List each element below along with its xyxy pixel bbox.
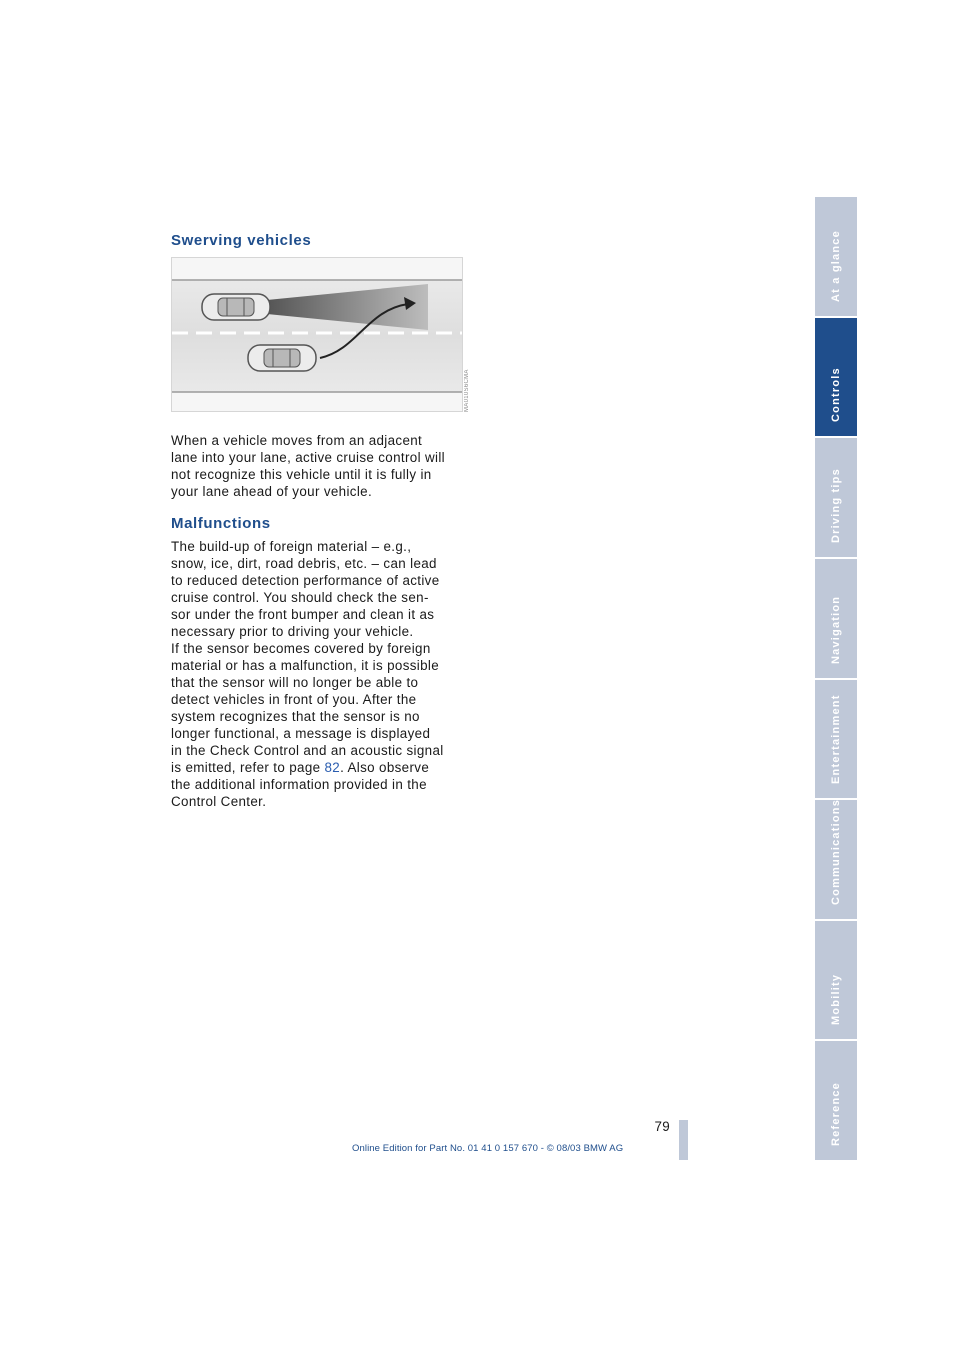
tab-label: Navigation [830, 595, 842, 664]
tab-entertainment[interactable] [815, 680, 857, 801]
tab-mobility[interactable] [815, 921, 857, 1042]
page-marker-bar [679, 1120, 688, 1160]
chapter-tabs [815, 197, 857, 1160]
tab-label: Communications [830, 798, 842, 905]
text-line: in the Check Control and an acoustic signal [171, 743, 444, 758]
text-line: lane into your lane, active cruise control will [171, 450, 445, 465]
heading-malfunctions: Malfunctions [171, 515, 271, 532]
text-line: Control Center. [171, 794, 267, 809]
text-line: your lane ahead of your vehicle. [171, 484, 373, 499]
figure-code: MA010S6CMA [464, 369, 470, 412]
text-line: material or has a malfunction, it is possible [171, 658, 440, 673]
text-line: sor under the front bumper and clean it as [171, 607, 435, 622]
text-line: The build-up of foreign material – e.g., [171, 539, 412, 554]
vehicle-own [202, 294, 270, 320]
text-line: longer functional, a message is displayed [171, 726, 431, 741]
tab-label: Reference [830, 1082, 842, 1146]
tab-label: Controls [830, 367, 842, 423]
vehicle-swerving [248, 345, 316, 371]
text-line: snow, ice, dirt, road debris, etc. – can lead [171, 556, 437, 571]
tab-reference[interactable] [815, 1041, 857, 1160]
paragraph-swerving [171, 432, 471, 500]
text-line: the additional information provided in the [171, 777, 427, 792]
figure-swerving-vehicles [171, 257, 463, 412]
tab-label: Entertainment [830, 694, 842, 785]
text-fragment: . Also observe [340, 760, 430, 775]
text-line: that the sensor will no longer be able to [171, 675, 419, 690]
footer-edition-note: Online Edition for Part No. 01 41 0 157 670 - © 08/03 BMW AG [352, 1143, 624, 1154]
text-line: not recognize this vehicle until it is fully in [171, 467, 432, 482]
text-line: detect vehicles in front of you. After the [171, 692, 417, 707]
text-line: necessary prior to driving your vehicle. [171, 624, 414, 639]
page-number: 79 [654, 1119, 670, 1134]
tab-driving-tips[interactable] [815, 438, 857, 559]
page-reference-link[interactable]: 82 [324, 760, 341, 775]
tab-label: Driving tips [830, 467, 842, 543]
text-line-with-reference [171, 759, 471, 776]
text-line: system recognizes that the sensor is no [171, 709, 420, 724]
paragraph-malfunctions [171, 538, 471, 810]
tab-controls[interactable] [815, 318, 857, 439]
text-line: cruise control. You should check the sen- [171, 590, 429, 605]
tab-label: At a glance [830, 229, 842, 302]
text-fragment: is emitted, refer to page [171, 760, 325, 775]
text-line: to reduced detection performance of active [171, 573, 440, 588]
tab-navigation[interactable] [815, 559, 857, 680]
heading-swerving-vehicles: Swerving vehicles [171, 232, 312, 249]
text-line: When a vehicle moves from an adjacent [171, 433, 423, 448]
road-illustration [172, 258, 462, 411]
tab-communications[interactable] [815, 800, 857, 921]
tab-at-a-glance[interactable] [815, 197, 857, 318]
tab-label: Mobility [830, 974, 842, 1026]
text-line: If the sensor becomes covered by foreign [171, 641, 431, 656]
